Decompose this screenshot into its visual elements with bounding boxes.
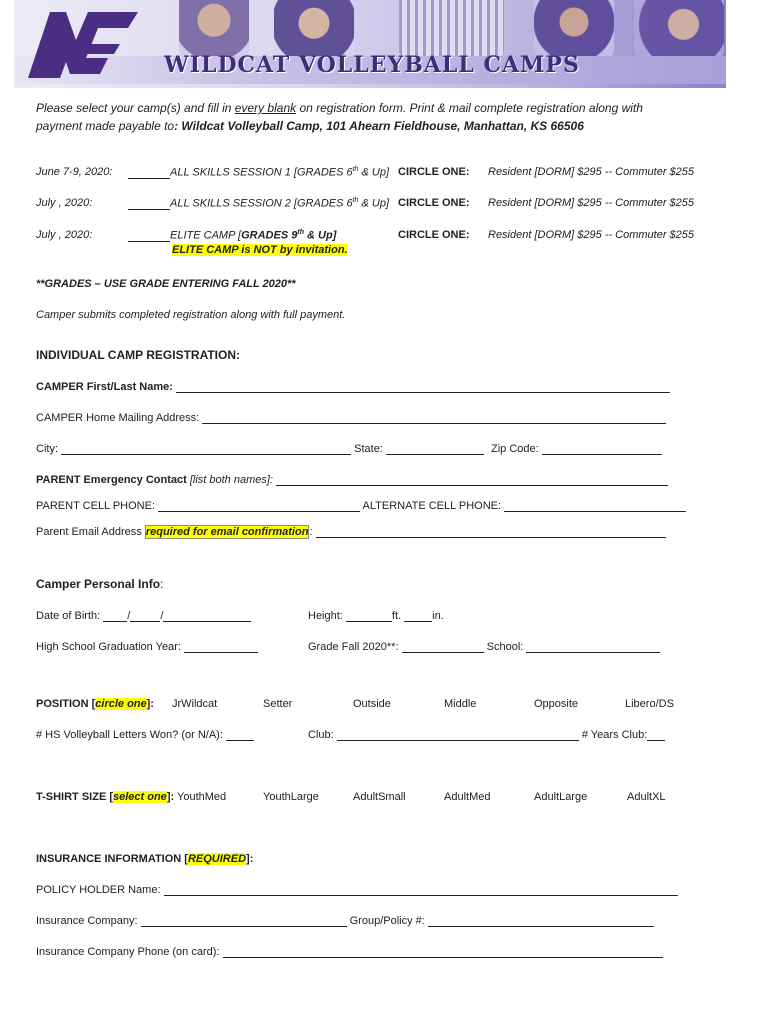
session-select-blank[interactable] — [128, 230, 170, 242]
parent-contact-row — [36, 474, 668, 486]
city-row — [36, 443, 662, 455]
grad-year-field[interactable] — [184, 641, 258, 653]
email-field[interactable] — [316, 526, 666, 538]
state-label: State: — [354, 443, 383, 455]
dob-row — [36, 610, 251, 622]
height-label: Height: — [308, 610, 343, 622]
policy-holder-field[interactable] — [164, 884, 678, 896]
school-field[interactable] — [526, 641, 660, 653]
dob-slash: / — [160, 610, 164, 622]
session-label: ELITE CAMP [ — [170, 229, 242, 242]
circle-one-label: CIRCLE ONE: — [398, 197, 470, 209]
tshirt-select-note: select one — [113, 791, 167, 803]
insurance-heading — [36, 853, 253, 865]
position-circle-note: circle one — [95, 698, 147, 710]
session-name[interactable] — [128, 197, 389, 210]
circle-one-label: CIRCLE ONE: — [398, 166, 470, 178]
parent-contact-hint: [list both names]: — [186, 474, 273, 486]
address-row — [36, 412, 666, 424]
grades-note: **GRADES – USE GRADE ENTERING FALL 2020** — [36, 278, 296, 290]
tshirt-label-text: ]: — [166, 791, 175, 803]
insurance-heading-text: INSURANCE INFORMATION [ — [36, 853, 188, 865]
dob-year-field[interactable] — [163, 610, 251, 622]
powercat-logo — [20, 4, 150, 84]
alt-cell-field[interactable] — [504, 500, 686, 512]
height-in-field[interactable] — [404, 610, 432, 622]
position-option[interactable]: Middle — [444, 698, 477, 710]
height-row — [308, 610, 444, 622]
grade-fall-field[interactable] — [402, 641, 484, 653]
dob-slash: / — [127, 610, 131, 622]
session-date: July , 2020: — [36, 229, 93, 241]
dob-month-field[interactable] — [103, 610, 127, 622]
years-club-label: # Years Club: — [581, 729, 648, 741]
camper-name-row — [36, 381, 670, 393]
grad-year-row — [36, 641, 258, 653]
height-in-label: in. — [432, 610, 444, 622]
intro-line-1 — [36, 101, 643, 115]
intro-address: : Wildcat Volleyball Camp, 101 Ahearn Fieldhouse, Manhattan, KS 66506 — [174, 119, 584, 133]
position-label-text: ]: — [146, 698, 154, 710]
tshirt-option[interactable]: YouthLarge — [263, 791, 319, 803]
club-row — [308, 729, 665, 741]
session-sup: th — [352, 166, 359, 173]
position-option[interactable]: Setter — [263, 698, 293, 710]
session-label: & Up] — [358, 166, 390, 179]
net-photo — [399, 0, 504, 58]
email-row — [36, 526, 666, 538]
state-field[interactable] — [386, 443, 484, 455]
tshirt-option[interactable]: YouthMed — [177, 791, 227, 803]
insurance-phone-field[interactable] — [223, 946, 663, 958]
tshirt-option[interactable]: AdultXL — [627, 791, 666, 803]
session-price[interactable]: Resident [DORM] $295 -- Commuter $255 — [488, 166, 695, 178]
position-label-text: POSITION [ — [36, 698, 96, 710]
city-field[interactable] — [61, 443, 351, 455]
session-name[interactable] — [128, 166, 389, 179]
city-label: City: — [36, 443, 58, 455]
session-date: June 7-9, 2020: — [36, 166, 113, 178]
position-option[interactable]: Outside — [353, 698, 391, 710]
page-title: WILDCAT VOLLEYBALL CAMPS — [164, 52, 580, 78]
intro-text: payment made payable to — [36, 119, 175, 133]
dob-day-field[interactable] — [130, 610, 160, 622]
session-label: & Up] — [358, 197, 390, 210]
position-option[interactable]: Libero/DS — [625, 698, 674, 710]
position-option[interactable]: JrWildcat — [172, 698, 218, 710]
position-label — [36, 698, 154, 710]
parent-contact-field[interactable] — [276, 474, 668, 486]
registration-heading: INDIVIDUAL CAMP REGISTRATION: — [36, 348, 241, 362]
address-field[interactable] — [202, 412, 666, 424]
letters-row — [36, 729, 254, 741]
height-ft-label: ft. — [391, 610, 402, 622]
letters-field[interactable] — [226, 729, 254, 741]
club-field[interactable] — [337, 729, 579, 741]
tshirt-label — [36, 791, 174, 803]
policy-holder-row — [36, 884, 678, 896]
personal-heading — [36, 577, 163, 591]
session-date: July , 2020: — [36, 197, 93, 209]
height-ft-field[interactable] — [346, 610, 392, 622]
player-photo — [179, 0, 249, 58]
email-colon: : — [309, 526, 313, 538]
email-label: Parent Email Address — [36, 526, 145, 538]
school-label: School: — [486, 641, 524, 653]
personal-heading-colon: : — [160, 577, 164, 591]
years-club-field[interactable] — [647, 729, 665, 741]
club-label: Club: — [308, 729, 334, 741]
player-photo — [534, 0, 614, 58]
address-label: CAMPER Home Mailing Address: — [36, 412, 200, 424]
parent-cell-field[interactable] — [158, 500, 360, 512]
letters-label: # HS Volleyball Letters Won? (or N/A): — [36, 729, 223, 741]
grade-school-row — [308, 641, 660, 653]
camper-name-label: CAMPER First/Last Name: — [36, 381, 173, 393]
session-name[interactable] — [128, 229, 336, 242]
circle-one-label: CIRCLE ONE: — [398, 229, 470, 241]
session-sup: th — [297, 229, 304, 236]
group-policy-label: Group/Policy #: — [349, 915, 425, 927]
insurance-company-field[interactable] — [141, 915, 347, 927]
player-photo — [634, 0, 724, 58]
tshirt-option[interactable]: AdultMed — [444, 791, 491, 803]
grad-year-label: High School Graduation Year: — [36, 641, 181, 653]
player-photo — [274, 0, 354, 58]
insurance-company-row — [36, 915, 654, 927]
intro-text: Please select your camp(s) and fill in — [36, 101, 235, 115]
position-option[interactable]: Opposite — [534, 698, 579, 710]
tshirt-option[interactable]: AdultSmall — [353, 791, 406, 803]
tshirt-option[interactable]: AdultLarge — [534, 791, 588, 803]
tshirt-label-text: T-SHIRT SIZE [ — [36, 791, 113, 803]
elite-note: ELITE CAMP is NOT by invitation. — [172, 244, 348, 256]
insurance-company-label: Insurance Company: — [36, 915, 138, 927]
session-price[interactable]: Resident [DORM] $295 -- Commuter $255 — [488, 229, 695, 241]
header-banner — [14, 0, 726, 88]
policy-holder-label: POLICY HOLDER Name: — [36, 884, 161, 896]
session-label: & Up] — [303, 229, 337, 242]
email-required-note: required for email confirmation — [145, 526, 309, 538]
insurance-phone-row — [36, 946, 663, 958]
group-policy-field[interactable] — [428, 915, 654, 927]
session-label: ALL SKILLS SESSION 2 [GRADES 6 — [170, 197, 353, 210]
dob-label: Date of Birth: — [36, 610, 101, 622]
insurance-phone-label: Insurance Company Phone (on card): — [36, 946, 220, 958]
insurance-heading-text: ]: — [246, 853, 254, 865]
payment-note: Camper submits completed registration along with full payment. — [36, 309, 346, 321]
intro-text: on registration form. Print & mail complete registration along with — [296, 101, 643, 115]
zip-field[interactable] — [542, 443, 662, 455]
personal-heading-text: Camper Personal Info — [36, 577, 161, 591]
intro-emphasis: every blank — [234, 101, 297, 115]
parent-cell-label: PARENT CELL PHONE: — [36, 500, 155, 512]
zip-label: Zip Code: — [491, 443, 539, 455]
session-sup: th — [352, 197, 359, 204]
parent-contact-label: PARENT Emergency Contact — [36, 474, 187, 486]
session-label: ALL SKILLS SESSION 1 [GRADES 6 — [170, 166, 353, 179]
intro-line-2 — [36, 119, 584, 133]
phone-row — [36, 500, 686, 512]
camper-name-field[interactable] — [176, 381, 670, 393]
grade-fall-label: Grade Fall 2020**: — [308, 641, 399, 653]
session-select-blank[interactable] — [128, 198, 170, 210]
session-label: GRADES 9 — [241, 229, 298, 242]
session-select-blank[interactable] — [128, 167, 170, 179]
insurance-required-note: REQUIRED — [187, 853, 247, 865]
session-price[interactable]: Resident [DORM] $295 -- Commuter $255 — [488, 197, 695, 209]
alt-cell-label: ALTERNATE CELL PHONE: — [362, 500, 502, 512]
